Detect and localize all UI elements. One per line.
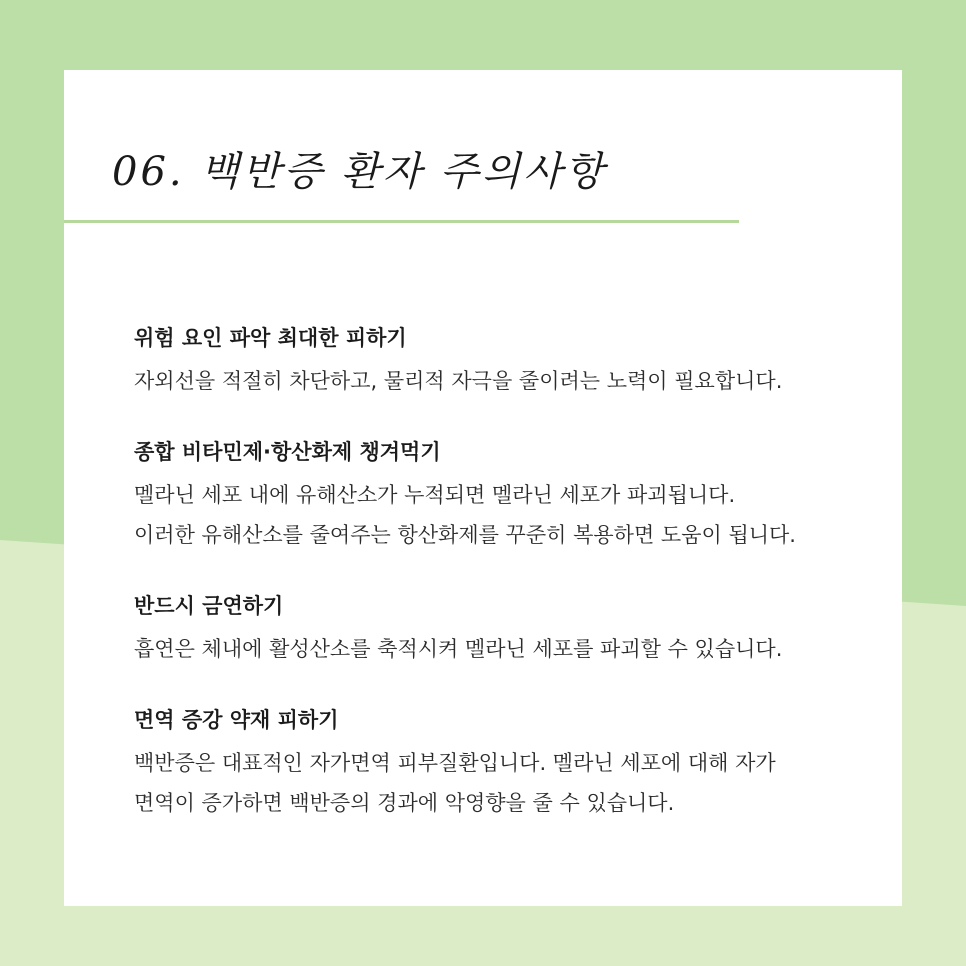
section-immune-boosters xyxy=(134,703,874,823)
section-heading: 위험 요인 파악 최대한 피하기 xyxy=(134,326,407,350)
section-heading: 종합 비타민제·항산화제 챙겨먹기 xyxy=(134,440,441,464)
section-no-smoking xyxy=(134,589,874,669)
section-heading: 면역 증강 약재 피하기 xyxy=(134,708,339,732)
content-card xyxy=(64,70,902,906)
section-body-line: 흡연은 체내에 활성산소를 축적시켜 멜라닌 세포를 파괴할 수 있습니다. xyxy=(134,637,783,661)
section-antioxidants xyxy=(134,435,874,555)
section-heading: 반드시 금연하기 xyxy=(134,594,284,618)
section-body-line: 백반증은 대표적인 자가면역 피부질환입니다. 멜라닌 세포에 대해 자가 xyxy=(134,751,776,775)
precautions-list xyxy=(134,321,874,857)
section-body-line: 자외선을 적절히 차단하고, 물리적 자극을 줄이려는 노력이 필요합니다. xyxy=(134,369,783,393)
section-body-line: 이러한 유해산소를 줄여주는 항산화제를 꾸준히 복용하면 도움이 됩니다. xyxy=(134,523,796,547)
page-title: 06. 백반증 환자 주의사항 xyxy=(112,149,607,195)
title-underline xyxy=(64,220,739,223)
section-body-line: 면역이 증가하면 백반증의 경과에 악영향을 줄 수 있습니다. xyxy=(134,791,675,815)
section-risk-factors xyxy=(134,321,874,401)
section-body-line: 멜라닌 세포 내에 유해산소가 누적되면 멜라닌 세포가 파괴됩니다. xyxy=(134,483,736,507)
